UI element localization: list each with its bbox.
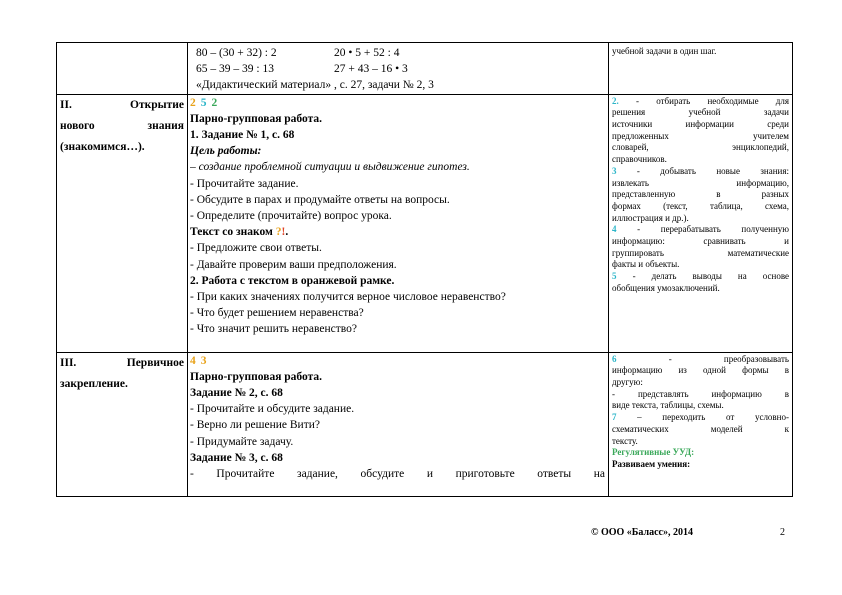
uud-line: источники информации среди bbox=[612, 119, 789, 130]
task-number-markers bbox=[190, 95, 605, 111]
marker: 3 bbox=[200, 354, 207, 367]
sign-text-heading bbox=[190, 224, 605, 240]
instruction-line: - Что значит решить неравенство? bbox=[190, 323, 357, 336]
expression-row bbox=[190, 45, 605, 61]
stage-title bbox=[60, 353, 184, 395]
uud-line: представленную в разных bbox=[612, 189, 789, 200]
uud-line bbox=[612, 354, 789, 366]
uud-line: схематических моделей к bbox=[612, 423, 789, 434]
stage-title bbox=[60, 95, 184, 158]
develop-skills-heading: Развиваем умения: bbox=[612, 458, 691, 469]
expression: 80 – (30 + 32) : 2 bbox=[196, 47, 277, 59]
task-heading: 1. Задание № 1, с. 68 bbox=[190, 129, 295, 142]
expression: 20 • 5 + 52 : 4 bbox=[334, 47, 400, 59]
instruction-line: - Придумайте задачу. bbox=[190, 435, 294, 448]
uud-line: словарей, энциклопедий, bbox=[612, 142, 789, 153]
expression: 27 + 43 – 16 • 3 bbox=[334, 63, 408, 76]
uud-line: информацию из одной формы в bbox=[612, 365, 789, 376]
uud-number: 3 bbox=[612, 165, 617, 176]
page-number: 2 bbox=[780, 527, 785, 538]
instruction-line: - Определите (прочитайте) вопрос урока. bbox=[190, 210, 392, 223]
marker: 2 bbox=[211, 96, 218, 109]
uud-number: 2. bbox=[612, 95, 619, 106]
uud-cell bbox=[609, 43, 793, 95]
goal-heading: Цель работы: bbox=[190, 145, 262, 158]
instruction-line: - Что будет решением неравенства? bbox=[190, 307, 364, 320]
content-cell bbox=[188, 352, 609, 496]
content-cell bbox=[188, 43, 609, 95]
exclamation-sign-icon: ! bbox=[281, 226, 286, 239]
uud-line bbox=[612, 412, 789, 424]
uud-line: предложенных учителем bbox=[612, 130, 789, 141]
stage-word: (знакомимся…). bbox=[60, 140, 145, 153]
uud-line: иллюстрация и др.). bbox=[612, 212, 689, 223]
uud-text: - делать выводы на основе bbox=[632, 271, 790, 282]
uud-cell bbox=[609, 352, 793, 496]
instruction-line: - Давайте проверим ваши предположения. bbox=[190, 258, 397, 271]
instruction-line: - Прочитайте и обсудите задание. bbox=[190, 403, 355, 416]
material-reference: «Дидактический материал» , с. 27, задачи № 2, 3 bbox=[196, 79, 434, 92]
stage-word: закрепление. bbox=[60, 377, 128, 390]
table-row bbox=[57, 43, 793, 95]
uud-line bbox=[612, 224, 789, 236]
expression: 65 – 39 – 39 : 13 bbox=[196, 63, 274, 76]
instruction-line: - Прочитайте задание. bbox=[190, 177, 299, 190]
instruction-line: - Обсудите в парах и продумайте ответы на вопросы. bbox=[190, 193, 450, 206]
lesson-table bbox=[56, 42, 793, 497]
uud-line: факты и объекты. bbox=[612, 259, 680, 270]
uud-text: учебной задачи в один шаг. bbox=[612, 46, 717, 56]
uud-line: другую: bbox=[612, 377, 643, 388]
uud-text: - добывать новые знания: bbox=[636, 165, 789, 176]
marker: 4 bbox=[190, 354, 196, 367]
task-heading: Задание № 3, с. 68 bbox=[190, 451, 283, 464]
task-number-markers bbox=[190, 353, 605, 369]
expression-row bbox=[190, 61, 605, 77]
content-cell bbox=[188, 94, 609, 352]
work-type: Парно-групповая работа. bbox=[190, 112, 323, 125]
regulative-uud-heading: Регулятивные УУД: bbox=[612, 447, 695, 458]
marker: 2 bbox=[190, 96, 196, 109]
uud-line: решения учебной задачи bbox=[612, 107, 789, 118]
work-type: Парно-групповая работа. bbox=[190, 370, 323, 383]
uud-text: - отбирать необходимые для bbox=[636, 95, 790, 106]
stage-number: III. bbox=[60, 356, 77, 369]
uud-line bbox=[612, 96, 789, 108]
uud-line: виде текста, таблицы, схемы. bbox=[612, 400, 724, 411]
table-row bbox=[57, 94, 793, 352]
stage-word: знания bbox=[147, 119, 184, 132]
stage-word: нового bbox=[60, 119, 95, 132]
table-row bbox=[57, 352, 793, 496]
punct: . bbox=[285, 226, 289, 239]
stage-cell bbox=[57, 352, 188, 496]
uud-text: - преобразовывать bbox=[668, 353, 789, 364]
stage-word: Открытие bbox=[130, 98, 184, 111]
marker: 5 bbox=[200, 96, 207, 109]
stage-number: II. bbox=[60, 98, 72, 111]
uud-text: – переходить от условно- bbox=[637, 412, 789, 423]
uud-line: группировать математические bbox=[612, 247, 789, 258]
instruction-line: - Прочитайте задание, обсудите и приготовьте ответы на bbox=[190, 468, 605, 481]
uud-number: 4 bbox=[612, 224, 617, 235]
copyright-footer: © ООО «Баласс», 2014 bbox=[591, 527, 693, 538]
uud-line: обобщения умозаключений. bbox=[612, 282, 720, 293]
question-sign-icon: ? bbox=[275, 226, 282, 239]
task-heading: 2. Работа с текстом в оранжевой рамке. bbox=[190, 274, 395, 287]
uud-text: - перерабатывать полученную bbox=[637, 224, 789, 235]
uud-number: 7 bbox=[612, 412, 617, 423]
uud-line: справочников. bbox=[612, 154, 667, 165]
uud-number: 6 bbox=[612, 353, 617, 364]
lesson-sheet bbox=[56, 42, 792, 497]
uud-line: извлекать информацию, bbox=[612, 177, 789, 188]
stage-word: Первичное bbox=[126, 356, 184, 369]
uud-line: тексту. bbox=[612, 435, 638, 446]
uud-cell bbox=[609, 94, 793, 352]
task-heading: Задание № 2, с. 68 bbox=[190, 387, 283, 400]
uud-line bbox=[612, 271, 789, 283]
uud-number: 5 bbox=[612, 271, 617, 282]
instruction-line: - Верно ли решение Вити? bbox=[190, 419, 320, 432]
instruction-line: - При каких значениях получится верное числовое неравенство? bbox=[190, 291, 506, 304]
uud-line: формах (текст, таблица, схема, bbox=[612, 200, 789, 211]
uud-line: - представлять информацию в bbox=[612, 388, 789, 399]
instruction-line: - Предложите свои ответы. bbox=[190, 242, 322, 255]
sign-label: Текст со знаком bbox=[190, 226, 276, 239]
goal-item: – создание проблемной ситуации и выдвижение гипотез. bbox=[190, 161, 470, 174]
stage-cell bbox=[57, 43, 188, 95]
stage-cell bbox=[57, 94, 188, 352]
uud-line bbox=[612, 166, 789, 178]
uud-line: информацию: сравнивать и bbox=[612, 236, 789, 247]
